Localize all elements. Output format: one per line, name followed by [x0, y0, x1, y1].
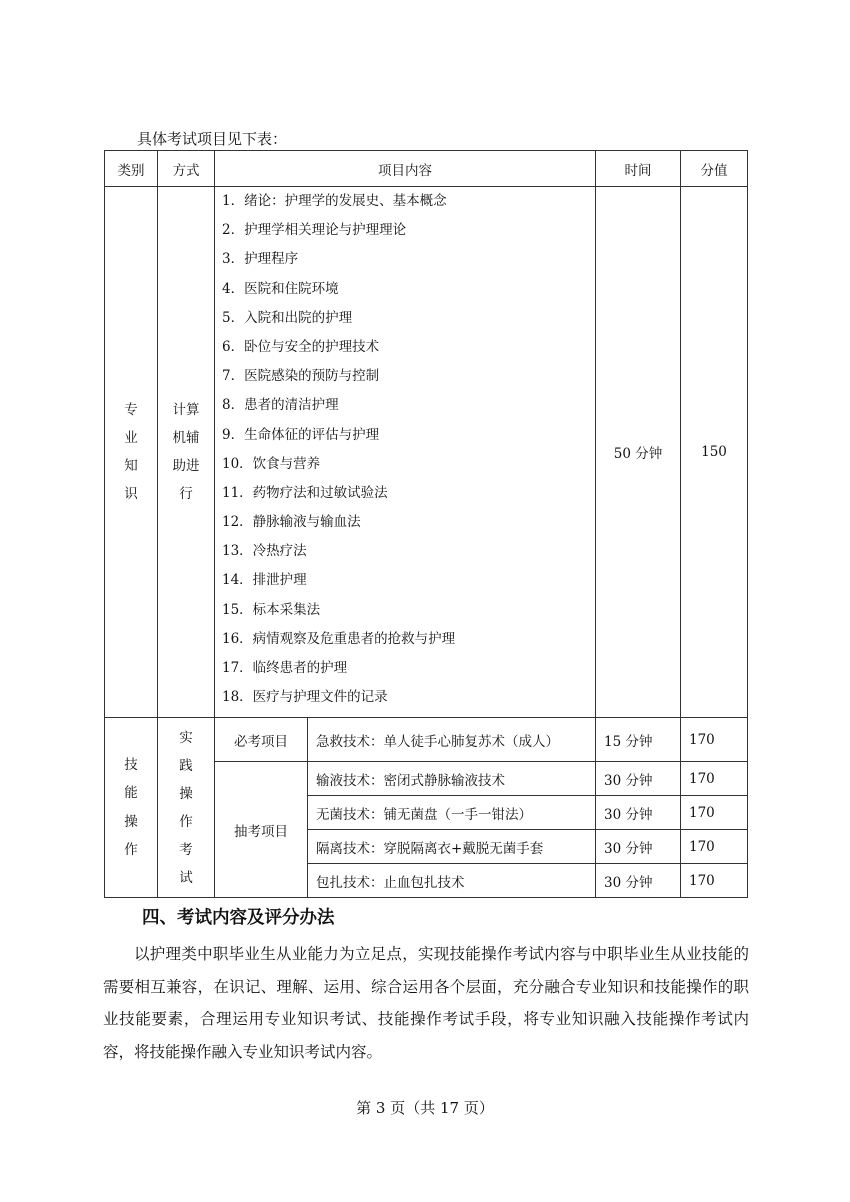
random-content: 包扎技术：止血包扎技术 — [308, 864, 596, 898]
list-item: 15．标本采集法 — [222, 601, 321, 618]
list-item: 5．入院和出院的护理 — [222, 309, 353, 326]
list-item: 4．医院和住院环境 — [222, 280, 339, 297]
header-score: 分值 — [681, 151, 748, 187]
random-score: 170 — [681, 830, 748, 864]
random-time: 30 分钟 — [596, 864, 681, 898]
list-item: 14．排泄护理 — [222, 572, 307, 589]
list-item: 17．临终患者的护理 — [222, 660, 348, 676]
header-method: 方式 — [158, 151, 215, 187]
knowledge-row — [105, 187, 748, 718]
random-content: 隔离技术：穿脱隔离衣+戴脱无菌手套 — [308, 830, 596, 864]
list-item: 11．药物疗法和过敏试验法 — [222, 484, 388, 501]
list-item: 3．护理程序 — [222, 251, 299, 268]
random-time: 30 分钟 — [596, 762, 681, 796]
list-item: 9．生命体征的评估与护理 — [222, 426, 380, 443]
random-content: 输液技术：密闭式静脉输液技术 — [308, 762, 596, 796]
section-heading: 四、考试内容及评分办法 — [142, 908, 335, 928]
list-item: 13．冷热疗法 — [222, 543, 307, 560]
list-item: 12．静脉输液与输血法 — [222, 514, 361, 531]
intro-text: 具体考试项目见下表： — [137, 130, 288, 148]
random-label: 抽考项目 — [215, 762, 308, 898]
list-item: 7．医院感染的预防与控制 — [222, 368, 380, 385]
knowledge-method: 计算 机辅 助进 行 — [158, 187, 215, 718]
random-score: 170 — [681, 762, 748, 796]
list-item: 10．饮食与营养 — [222, 455, 321, 472]
knowledge-score: 150 — [681, 187, 748, 718]
header-content: 项目内容 — [215, 151, 596, 187]
knowledge-time: 50 分钟 — [596, 187, 681, 718]
header-time: 时间 — [596, 151, 681, 187]
table-row — [105, 718, 748, 762]
list-item: 8．患者的清洁护理 — [222, 397, 339, 414]
random-score: 170 — [681, 864, 748, 898]
paragraph-text: 以护理类中职毕业生从业能力为立足点，实现技能操作考试内容与中职毕业生从业技能的需要相互兼容，在识记、理解、运用、综合运用各个层面，充分融合专业知识和技能操作的职业技能要素，合理运用专业知识考试、技能操作考试手段，将专业知识融入技能操作考试内容，将技能操作融入专业知识考试内容。 — [103, 945, 749, 1061]
header-category: 类别 — [105, 151, 158, 187]
list-item: 16．病情观察及危重患者的抢救与护理 — [222, 630, 456, 647]
random-time: 30 分钟 — [596, 796, 681, 830]
random-content: 无菌技术：铺无菌盘（一手一钳法） — [308, 796, 596, 830]
skills-method: 实 践 操 作 考 试 — [158, 718, 215, 898]
list-item: 1．绪论：护理学的发展史、基本概念 — [222, 193, 447, 209]
table-header-row — [105, 151, 748, 187]
random-time: 30 分钟 — [596, 830, 681, 864]
skills-category: 技 能 操 作 — [105, 718, 158, 898]
knowledge-category: 专 业 知 识 — [105, 187, 158, 718]
random-score: 170 — [681, 796, 748, 830]
knowledge-items-list — [215, 187, 596, 718]
page-footer: 第 3 页（共 17 页） — [356, 1099, 494, 1117]
required-score: 170 — [681, 718, 748, 762]
exam-items-table — [104, 150, 748, 898]
list-item: 2．护理学相关理论与护理理论 — [222, 222, 407, 239]
section-paragraph — [103, 938, 749, 1068]
list-item: 18．医疗与护理文件的记录 — [222, 689, 388, 706]
required-label: 必考项目 — [215, 718, 308, 762]
required-content: 急救技术：单人徒手心肺复苏术（成人） — [308, 718, 596, 762]
required-time: 15 分钟 — [596, 718, 681, 762]
list-item: 6．卧位与安全的护理技术 — [222, 338, 380, 355]
